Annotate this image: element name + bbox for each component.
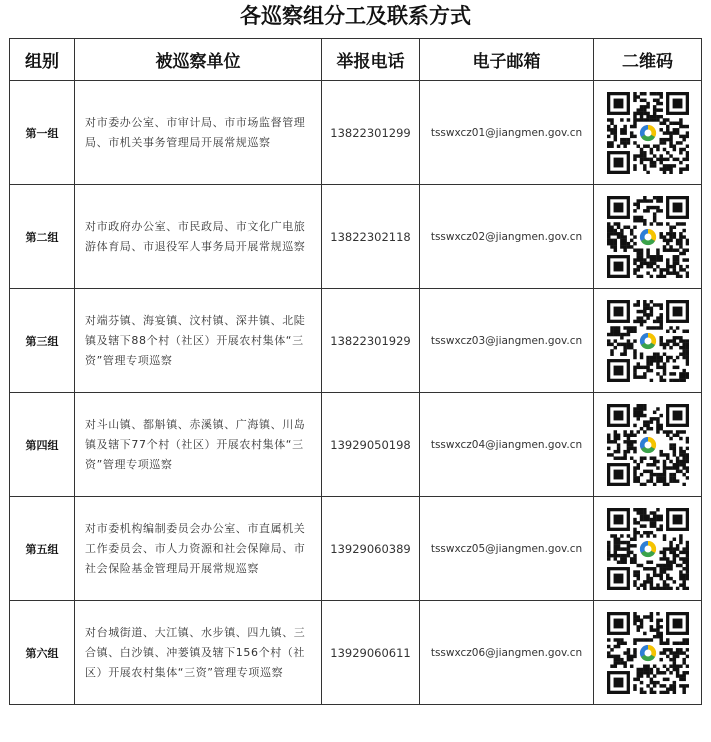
qr-cell bbox=[594, 185, 702, 289]
phone-cell: 13929060611 bbox=[322, 601, 420, 705]
phone-cell: 13822301929 bbox=[322, 289, 420, 393]
group-cell: 第一组 bbox=[10, 81, 75, 185]
group-cell: 第五组 bbox=[10, 497, 75, 601]
unit-cell: 对市委机构编制委员会办公室、市直属机关工作委员会、市人力资源和社会保障局、市社会保险基金管理局开展常规巡察 bbox=[75, 497, 322, 601]
column-header-group: 组别 bbox=[10, 39, 75, 81]
table-row bbox=[10, 601, 702, 705]
qr-cell bbox=[594, 601, 702, 705]
column-header-unit: 被巡察单位 bbox=[75, 39, 322, 81]
phone-cell: 13929060389 bbox=[322, 497, 420, 601]
qr-cell bbox=[594, 393, 702, 497]
table-row bbox=[10, 185, 702, 289]
email-cell: tsswxcz05@jiangmen.gov.cn bbox=[420, 497, 594, 601]
qr-cell bbox=[594, 81, 702, 185]
table-row bbox=[10, 289, 702, 393]
email-cell: tsswxcz03@jiangmen.gov.cn bbox=[420, 289, 594, 393]
group-cell: 第六组 bbox=[10, 601, 75, 705]
column-header-qr: 二维码 bbox=[594, 39, 702, 81]
qr-cell bbox=[594, 497, 702, 601]
qr-code-icon[interactable] bbox=[607, 404, 689, 486]
table-row bbox=[10, 497, 702, 601]
email-cell: tsswxcz01@jiangmen.gov.cn bbox=[420, 81, 594, 185]
table-header-row bbox=[10, 39, 702, 81]
group-cell: 第二组 bbox=[10, 185, 75, 289]
unit-cell: 对端芬镇、海宴镇、汶村镇、深井镇、北陡镇及辖下88个村（社区）开展农村集体“三资”管理专项巡察 bbox=[75, 289, 322, 393]
page-title: 各巡察组分工及联系方式 bbox=[240, 3, 471, 28]
unit-cell: 对斗山镇、都斛镇、赤溪镇、广海镇、川岛镇及辖下77个村（社区）开展农村集体“三资”管理专项巡察 bbox=[75, 393, 322, 497]
qr-cell bbox=[594, 289, 702, 393]
unit-cell: 对市委办公室、市审计局、市市场监督管理局、市机关事务管理局开展常规巡察 bbox=[75, 81, 322, 185]
email-cell: tsswxcz02@jiangmen.gov.cn bbox=[420, 185, 594, 289]
qr-code-icon[interactable] bbox=[607, 508, 689, 590]
table-row bbox=[10, 393, 702, 497]
unit-cell: 对市政府办公室、市民政局、市文化广电旅游体育局、市退役军人事务局开展常规巡察 bbox=[75, 185, 322, 289]
contact-table bbox=[9, 38, 702, 705]
column-header-phone: 举报电话 bbox=[322, 39, 420, 81]
phone-cell: 13822302118 bbox=[322, 185, 420, 289]
unit-cell: 对台城街道、大江镇、水步镇、四九镇、三合镇、白沙镇、冲蒌镇及辖下156个村（社区）开展农村集体“三资”管理专项巡察 bbox=[75, 601, 322, 705]
column-header-email: 电子邮箱 bbox=[420, 39, 594, 81]
group-cell: 第三组 bbox=[10, 289, 75, 393]
qr-code-icon[interactable] bbox=[607, 612, 689, 694]
qr-code-icon[interactable] bbox=[607, 196, 689, 278]
qr-code-icon[interactable] bbox=[607, 300, 689, 382]
email-cell: tsswxcz06@jiangmen.gov.cn bbox=[420, 601, 594, 705]
phone-cell: 13929050198 bbox=[322, 393, 420, 497]
table-row bbox=[10, 81, 702, 185]
phone-cell: 13822301299 bbox=[322, 81, 420, 185]
group-cell: 第四组 bbox=[10, 393, 75, 497]
qr-code-icon[interactable] bbox=[607, 92, 689, 174]
email-cell: tsswxcz04@jiangmen.gov.cn bbox=[420, 393, 594, 497]
